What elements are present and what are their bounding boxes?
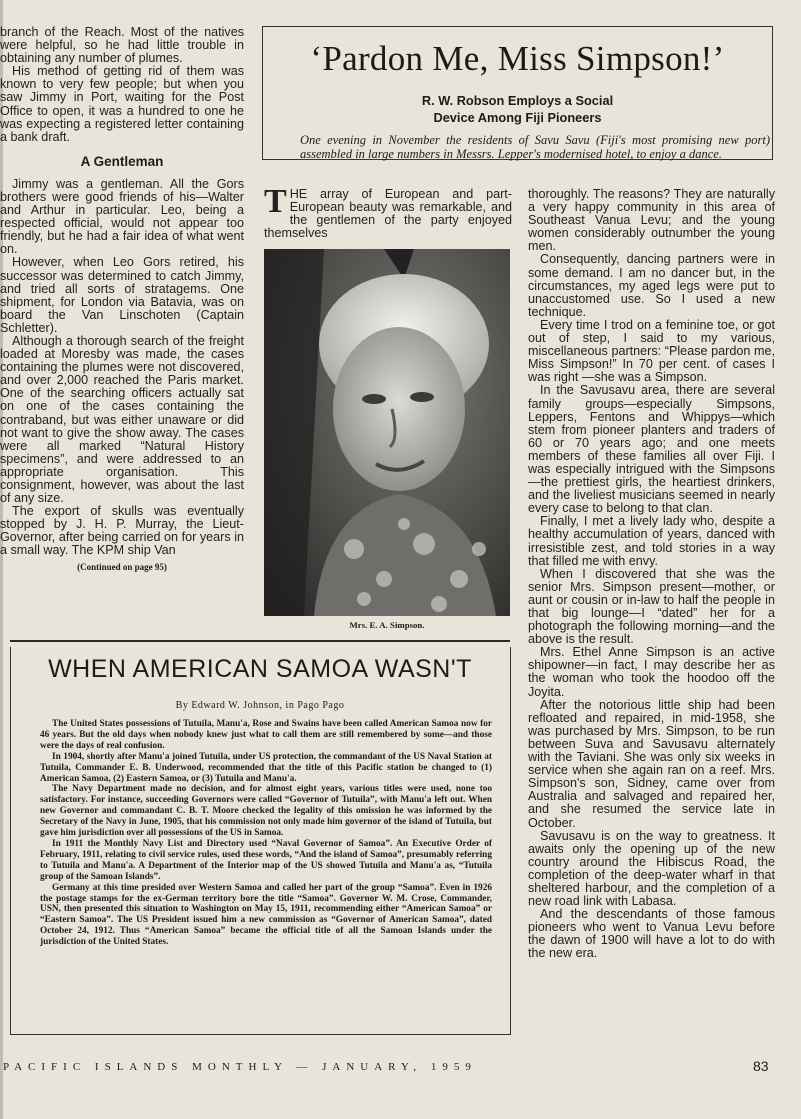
publication-line: PACIFIC ISLANDS MONTHLY — JANUARY, 1959: [3, 1061, 477, 1073]
page-number: 83: [753, 1058, 769, 1074]
pardon-article-subtitle: [262, 93, 773, 126]
samoa-top-rule: [10, 640, 510, 642]
photo-caption: Mrs. E. A. Simpson.: [349, 620, 425, 630]
right-para-3: In the Savusavu area, there are several family groups—especially Simpsons, Leppers, Fentons and Whippys—which stem from pioneer planters and traders of 60 or 70 years ago; and one meets members of these families all over Fiji. I was especially intrigued with the Simpsons—the prettiest girls, the heartiest drinkers, and the liveliest musicians seemed in nearly every case to belong to that clan.: [528, 383, 775, 516]
first-para-text: HE array of European and part-European beauty was remarkable, and the gentlemen of the party enjoyed themselves: [264, 187, 512, 241]
samoa-article-title: WHEN AMERICAN SAMOA WASN'T: [48, 655, 472, 683]
right-para-0: thoroughly. The reasons? They are naturally a very happy community in this area of Southeast Vanua Levu; and the young women considerably outnumber the young men.: [528, 187, 775, 254]
continued-note: (Continued on page 95): [77, 561, 167, 572]
samoa-para-1: In 1904, shortly after Manu'a joined Tutuila, under US protection, the commandant of the US Naval Station at Tutuila, Commander E. B. Underwood, recommended that the title of this Pacific station be changed to (1) American Samoa, (2) Eastern Samoa, or (3) Tutuila and Manu'a.: [40, 751, 492, 784]
left-subhead: A Gentleman: [80, 153, 164, 169]
left-para-method: His method of getting rid of them was known to very few people; but when you saw Jimmy in Port, waiting for the Post Office to open, it was a hundred to one he was expecting a registered letter containing a bank draft.: [0, 64, 244, 144]
pardon-article-title: ‘Pardon Me, Miss Simpson!’: [310, 39, 725, 78]
middle-column: [264, 183, 512, 241]
samoa-para-3: In 1911 the Monthly Navy List and Directory used “Naval Governor of Samoa”. An Executive Order of February, 1911, relating to civil service rules, used these words, “And the island of Samoa”, presumably referring to Tutuila and Manu'a. A Department of the Interior map of the US showed Tutuila and Manu'a as, “Tutuila group of the Samoan Islands”.: [40, 838, 492, 882]
subtitle-line-2: Device Among Fiji Pioneers: [433, 109, 602, 125]
right-para-8: Savusavu is on the way to greatness. It awaits only the opening up of the new country around the Hibiscus Road, the completion of the deep-water wharf in that sheltered harbour, and the completion of a new road link with Labasa.: [528, 828, 775, 909]
subtitle-line-1: R. W. Robson Employs a Social: [421, 93, 614, 108]
right-para-9: And the descendants of those famous pioneers who went to Vanua Levu before the dawn of 1900 will have a lot to do with the new era.: [528, 907, 775, 961]
samoa-para-4: Germany at this time presided over Western Samoa and called her part of the group “Samoa”. Even in 1926 the postage stamps for the ex-German territory bore the title “Samoa”. Governor W. M. Crose, Commander, USN, then presented this situation to Washington on May 15, 1911, recommending either “American Samoa” or “Eastern Samoa”. The US President issued him a new commission as “Governor of American Samoa”, dated October 24, 1912. Thus “American Samoa” became the official title of all the Samoan Islands under the jurisdiction of the United States.: [40, 882, 492, 948]
left-column: [0, 26, 244, 572]
right-para-2: Every time I trod on a feminine toe, or got out of step, I said to my various, miscellaneous partners: “Please pardon me, Miss Simpson!” In 70 per cent. of cases I was right —she was a Simpson.: [528, 317, 775, 385]
samoa-article-body: [40, 719, 492, 948]
left-para-although: Although a thorough search of the freight loaded at Moresby was made, the cases containing the plumes were not discovered, and over 2,000 reached the Paris market. One of the searching officers actually sat on one of the cases containing the contraband, but was either unaware or did not want to give the show away. The cases were all marked “Natural History specimens”, and were addressed to an appropriate organisation. This consignment, however, was about the last of any size.: [0, 333, 244, 506]
samoa-byline: By Edward W. Johnson, in Pago Pago: [175, 700, 345, 711]
right-column: [528, 188, 775, 961]
pardon-article-intro: One evening in November the residents of Savu Savu (Fiji's most promising new port) assembled in large numbers in Messrs. Lepper's modernised hotel, to enjoy a dance.: [300, 133, 770, 161]
drop-cap: T: [264, 183, 287, 220]
right-para-4: Finally, I met a lively lady who, despite a healthy accumulation of years, danced with irresistible zest, and told stories in a way that filled me with envy.: [528, 514, 775, 568]
portrait-photo: [264, 249, 510, 616]
right-para-6: Mrs. Ethel Anne Simpson is an active shipowner—in fact, I may describe her as the woman who took the hoodoo off the Joyita.: [528, 645, 775, 699]
left-para-gentleman: Jimmy was a gentleman. All the Gors brothers were good friends of his—Walter and Arthur in particular. Leo, being a respected official, would not appear too friendly, but he had a fair idea of what went on.: [0, 176, 244, 257]
samoa-para-2: The Navy Department made no decision, and for almost eight years, various titles were used, none too satisfactory. For instance, succeeding Governors were called “Governor of Tutuila”, with Manu'a left out. When new Governor and commandant C. B. T. Moore checked the legality of this omission he was informed by the Secretary of the Navy in June, 1905, that his commission not only made him governor of the island of Tutuila, but gave him jurisdiction over all possessions of the US in Samoa.: [40, 784, 492, 839]
left-para-intro: branch of the Reach. Most of the natives were helpful, so he had little trouble in obtaining any number of plumes.: [0, 25, 244, 66]
samoa-para-0: The United States possessions of Tutuila, Manu'a, Rose and Swains have been called American Samoa now for 46 years. But the old days when nobody knew just what to call them are still remembered by some—and those were the days of real confusion.: [40, 719, 492, 751]
right-para-5: When I discovered that she was the senior Mrs. Simpson present—mother, or aunt or cousin or in-law to half the people in that big lounge—I “dated” her for a photograph the following morning—and the above is the result.: [528, 566, 775, 647]
left-para-however: However, when Leo Gors retired, his successor was determined to catch Jimmy, and tried all sorts of stratagems. One shipment, for London via Batavia, was on board the Van Linschoten (Captain Schletter).: [0, 255, 244, 335]
page-footer: [0, 1058, 801, 1078]
pardon-first-para: [264, 183, 512, 241]
left-para-export: The export of skulls was eventually stopped by J. H. P. Murray, the Lieut-Governor, after being carried on for years in a small way. The KPM ship Van: [0, 504, 244, 558]
right-para-1: Consequently, dancing partners were in some demand. I am no dancer but, in the circumstances, my aged legs were put to unaccustomed use. So I used a new technique.: [528, 252, 775, 319]
right-para-7: After the notorious little ship had been refloated and repaired, in mid-1958, she was purchased by Mrs. Simpson, to be run between Suva and Savusavu alternately with the Taviani. She was only six weeks in service when she again ran on a reef. Mrs. Simpson's son, Sidney, came over from Australia and salvaged and repaired her, and she resumed the service late in October.: [528, 697, 775, 830]
